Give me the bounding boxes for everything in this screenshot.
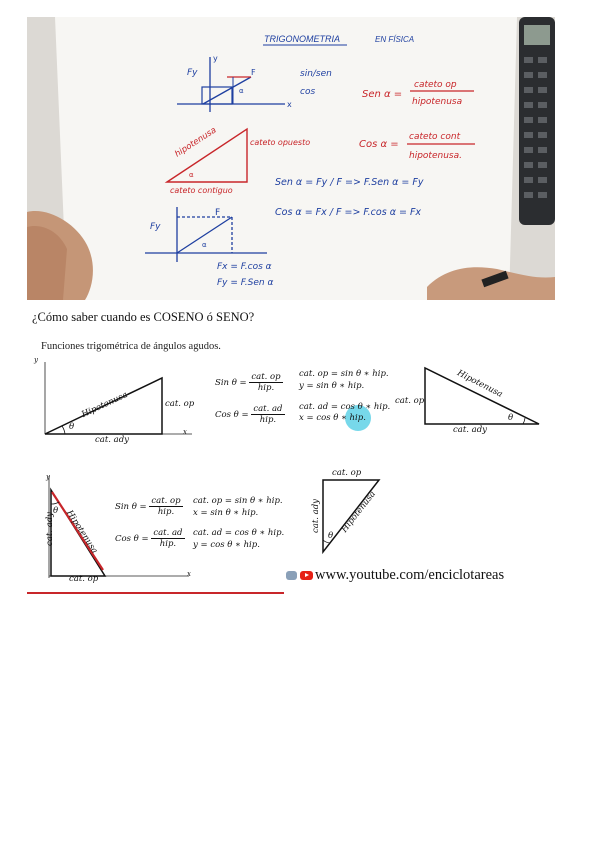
doc-frac_hip: hip.: [257, 383, 275, 393]
doc-hipotenusa_lower: Hipotenusa: [64, 508, 100, 556]
doc-frac_ad: cat. ad: [253, 404, 283, 414]
hypotenuse-label: Hipotenusa: [80, 390, 130, 420]
divider-line: [27, 592, 284, 594]
doc-frac_hip: hip.: [259, 415, 277, 425]
doc-axis_x: x: [187, 570, 191, 578]
doc-cat_ady: cat. ady: [310, 499, 321, 533]
video-op_label: cateto opuesto: [250, 138, 311, 147]
page-title: ¿Cómo saber cuando es COSENO ó SENO?: [32, 310, 255, 324]
doc-axis_x: x: [183, 428, 187, 436]
video-sen_label: Sen α =: [362, 89, 403, 100]
doc-theta: θ: [53, 506, 59, 516]
video-frame: [27, 17, 555, 300]
doc-frac_hip: hip.: [159, 539, 177, 549]
doc-theta: θ: [508, 413, 514, 423]
doc-cat_op: cat. op: [69, 574, 99, 584]
sin-formula-1: [215, 372, 283, 393]
doc-cat_ady: cat. ady: [44, 512, 55, 546]
doc-cat_op: cat. op: [332, 468, 362, 478]
video-eq_sen: Sen α = Fy / F => F.Sen α = Fy: [275, 177, 424, 188]
doc-cos_lhs: Cos θ =: [115, 534, 149, 544]
youtube-icon: [300, 571, 313, 580]
doc-eq1c: cat. ad = cos θ ∗ hip.: [299, 402, 391, 412]
doc-frac_op: cat. op: [151, 496, 181, 506]
doc-hipotenusa: Hipotenusa: [339, 489, 378, 535]
doc-eq2c: cat. ad = cos θ ∗ hip.: [193, 528, 285, 538]
video-f: F: [215, 208, 221, 218]
video-y: y: [213, 54, 218, 63]
video-cos_den: hipotenusa.: [409, 151, 462, 161]
video-note_sin_cos: sin/sen: [300, 69, 332, 79]
doc-theta: θ: [69, 422, 75, 432]
doc-cat_op: cat. op: [395, 396, 425, 406]
video-f: F: [251, 68, 256, 77]
video-alpha: α: [189, 171, 194, 179]
doc-eq1a: cat. op = sin θ ∗ hip.: [299, 369, 389, 379]
adjacent-label: cat. ady: [95, 435, 129, 445]
video-ady_label: cateto contiguo: [170, 186, 233, 195]
doc-eq1d: x = cos θ ∗ hip.: [299, 413, 366, 423]
channel-link[interactable]: www.youtube.com/enciclotareas: [315, 567, 505, 583]
doc-cos_lhs: Cos θ =: [215, 410, 249, 420]
video-cos_num: cateto cont: [409, 132, 461, 142]
doc-hipotenusa: Hipotenusa: [455, 368, 505, 400]
lesson-card: [27, 306, 550, 598]
video-sen_num: cateto op: [414, 80, 457, 90]
video-cos_label: Cos α =: [359, 139, 399, 150]
video-eq_cos: Cos α = Fx / F => F.cos α = Fx: [275, 207, 422, 218]
doc-sin_lhs: Sin θ =: [115, 502, 147, 512]
video-fx_eq: Fx = F.cos α: [217, 262, 272, 272]
board-subtitle: EN FÍSICA: [375, 35, 415, 44]
social-icon: [286, 571, 297, 580]
doc-axis_y: y: [46, 473, 50, 481]
doc-frac_op: cat. op: [251, 372, 281, 382]
doc-cat_ady: cat. ady: [453, 425, 487, 435]
video-fy: Fy: [187, 68, 198, 78]
video-alpha: α: [239, 87, 244, 95]
section-subtitle: Funciones trigométrica de ángulos agudos.: [41, 341, 221, 352]
doc-frac_hip: hip.: [157, 507, 175, 517]
video-fy: Fy: [150, 222, 161, 232]
doc-frac_ad: cat. ad: [153, 528, 183, 538]
board-title: TRIGONOMETRIA: [264, 34, 340, 44]
video-note_cos: cos: [300, 87, 316, 97]
cos-formula-1: [215, 404, 285, 425]
doc-eq2d: y = cos θ ∗ hip.: [193, 540, 260, 550]
doc-axis_y: y: [34, 356, 38, 364]
video-sen_den: hipotenusa: [412, 97, 463, 107]
doc-eq1b: y = sin θ ∗ hip.: [299, 381, 365, 391]
video-alpha: α: [202, 241, 207, 249]
doc-sin_lhs: Sin θ =: [215, 378, 247, 388]
doc-eq2a: cat. op = sin θ ∗ hip.: [193, 496, 283, 506]
doc-theta: θ: [328, 531, 334, 541]
sin-formula-2: [115, 496, 183, 517]
triangle-diagram-2: [419, 364, 544, 434]
video-fy_eq: Fy = F.Sen α: [217, 278, 274, 288]
opposite-label: cat. op: [165, 399, 195, 409]
video-hyp_label: hipotenusa: [173, 125, 219, 160]
video-x: x: [287, 100, 292, 109]
cos-formula-2: [115, 528, 185, 549]
doc-eq2b: x = sin θ ∗ hip.: [193, 508, 259, 518]
whiteboard-drawing: [27, 17, 555, 300]
